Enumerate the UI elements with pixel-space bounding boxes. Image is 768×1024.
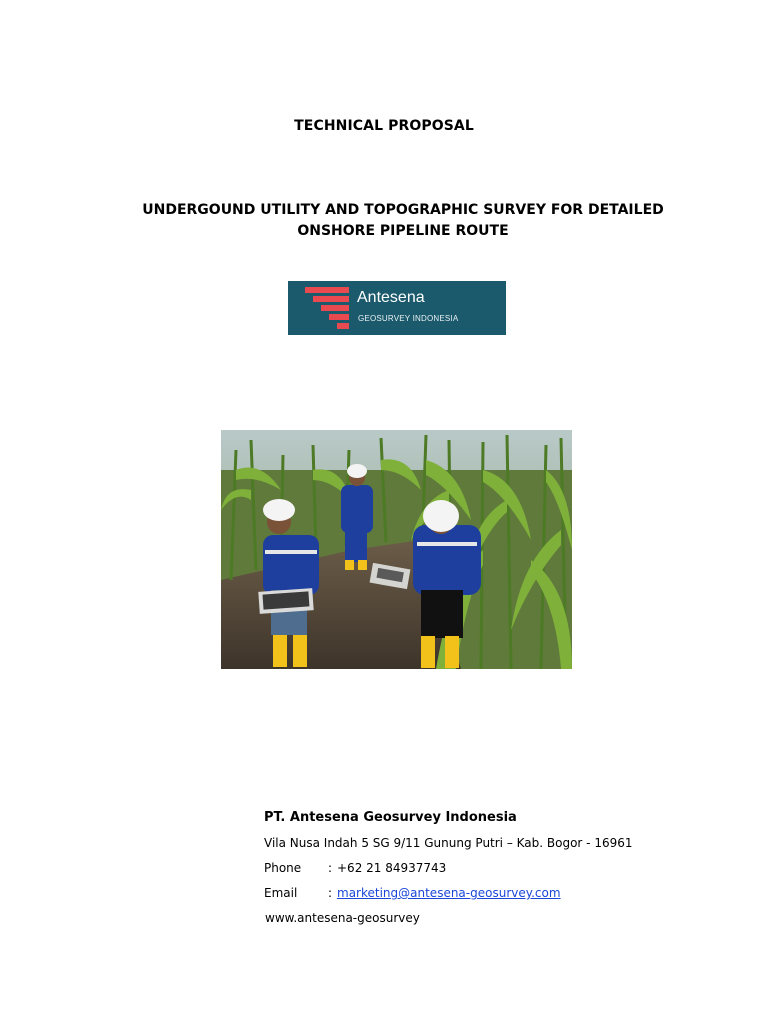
logo-tagline: GEOSURVEY INDONESIA: [358, 314, 459, 323]
phone-label: Phone: [264, 861, 302, 875]
email-separator: :: [328, 886, 333, 900]
email-link[interactable]: marketing@antesena-geosurvey.com: [337, 886, 561, 900]
contact-block: [264, 810, 633, 934]
subtitle-line-1: UNDERGOUND UTILITY AND TOPOGRAPHIC SURVEY FOR DETAILED: [142, 202, 664, 218]
phone-separator: :: [328, 861, 333, 875]
website-text: www.antesena-geosurvey: [265, 911, 420, 925]
email-row: [264, 884, 633, 909]
email-label: Email: [264, 886, 298, 900]
company-name: PT. Antesena Geosurvey Indonesia: [264, 810, 517, 825]
company-address: Vila Nusa Indah 5 SG 9/11 Gunung Putri – Kab. Bogor - 16961: [264, 836, 633, 850]
phone-row: [264, 859, 633, 884]
subtitle-line-2: ONSHORE PIPELINE ROUTE: [297, 223, 509, 239]
company-logo: [288, 281, 506, 335]
logo-name: Antesena: [357, 289, 425, 306]
document-subtitle: [120, 200, 686, 242]
field-survey-photo: [221, 430, 572, 669]
logo-mark-icon: [305, 287, 351, 329]
phone-number: +62 21 84937743: [337, 861, 447, 875]
document-title: TECHNICAL PROPOSAL: [294, 118, 474, 134]
